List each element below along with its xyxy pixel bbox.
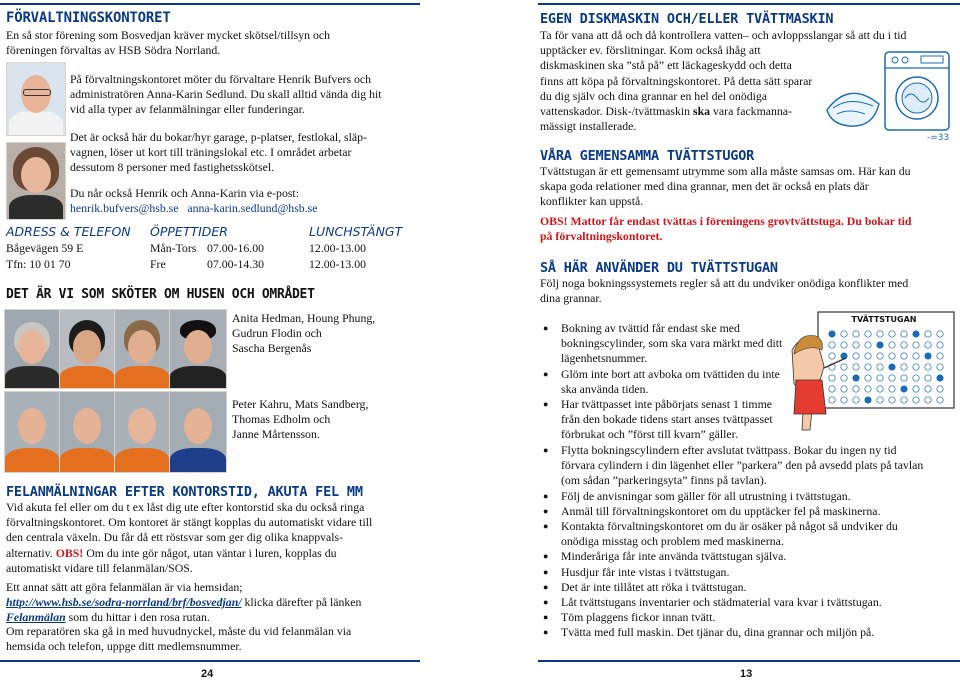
website-intro: Ett annat sätt att göra felanmälan är via hemsidan; <box>6 580 243 594</box>
usage-intro <box>540 276 908 306</box>
booking-slot <box>853 342 859 348</box>
website-instruction: klicka därefter på länken <box>244 595 362 610</box>
master-key-paragraph <box>6 624 351 654</box>
staff-photo <box>169 309 227 389</box>
rule-item: ● Låt tvättstugans inventarier och städmaterial vara kvar i tvättstugan. <box>540 595 958 610</box>
footer-right <box>538 660 960 686</box>
machine-line: Ta för vana att då och då kontrollera vatten– och avloppsslangar så att du i tid <box>540 28 907 42</box>
address-value: Bågevägen 59 E <box>6 241 84 255</box>
booking-slot <box>865 331 871 337</box>
names-line: Janne Mårtensson. <box>232 427 320 442</box>
laundry-line: Tvättstugan är ett gemensamt utrymme som alla måste samsas om. Här kan du <box>540 164 911 178</box>
laundry-heading: VÅRA GEMENSAMMA TVÄTTSTUGOR <box>540 148 755 164</box>
p2-line: Det är också här du bokar/hyr garage, p-platser, festlokal, släp- <box>70 130 367 144</box>
emphasis: ska <box>693 104 711 119</box>
booking-slot <box>889 331 895 337</box>
booking-slot <box>841 375 847 381</box>
booking-slot <box>853 386 859 392</box>
booking-board-illustration <box>784 310 958 442</box>
rule-item: ● Bokning av tvättid får endast ske med bokningscylinder, som ska vara märkt med ditt lägenhetsnummer. <box>540 321 790 367</box>
names-line: Gudrun Flodin och <box>232 326 322 341</box>
booking-slot <box>913 331 919 337</box>
intro-line: En så stor förening som Bosvedjan kräver mycket skötsel/tillsyn och <box>6 28 331 42</box>
warning-line: på förvaltningskontoret. <box>540 229 663 244</box>
booking-slot <box>889 386 895 392</box>
booking-slot <box>901 353 907 359</box>
footer-left <box>0 660 420 686</box>
staff-photo <box>114 391 170 473</box>
machine-line: vara fackmanna- <box>713 104 792 119</box>
booking-slot <box>853 364 859 370</box>
booking-slot <box>865 375 871 381</box>
key-line: Om reparatören ska gå in med huvudnyckel, måste du vid felanmälan via <box>6 624 352 638</box>
day-value: Fre <box>150 257 166 271</box>
page-left <box>0 0 420 686</box>
lunch-value: 12.00-13.00 <box>309 257 367 271</box>
website-instruction: som du hittar i den rosa rutan. <box>68 610 210 625</box>
warning-line: OBS! Mattor får endast tvättas i föreningens grovtvättstuga. Du bokar tid <box>540 214 912 228</box>
laundry-paragraph <box>540 164 911 210</box>
p1-line: På förvaltningskontoret möter du förvaltare Henrik Bufvers och <box>70 72 372 86</box>
booking-slot <box>913 342 919 348</box>
booking-slot <box>889 342 895 348</box>
washing-machine-illustration <box>823 48 959 142</box>
page-number-right: 13 <box>740 668 753 680</box>
col-header-opening: ÖPPETTIDER <box>150 224 228 239</box>
booking-slot <box>865 342 871 348</box>
usage-line: dina grannar. <box>540 291 602 306</box>
booking-slot <box>937 342 943 348</box>
fel-line: Vid akuta fel eller om du t ex låst dig ute efter kontorstid ska du också ringa <box>6 500 365 514</box>
booking-slot <box>829 331 835 337</box>
booking-slot <box>841 397 847 403</box>
website-link[interactable]: http://www.hsb.se/sodra-norrland/brf/bosvedjan/ <box>6 595 242 610</box>
booking-slot <box>853 397 859 403</box>
staff-photo <box>59 391 115 473</box>
booking-slot <box>865 386 871 392</box>
office-intro <box>6 28 330 58</box>
booking-slot <box>901 397 907 403</box>
group1-names <box>232 311 375 357</box>
lunch-value: 12.00-13.00 <box>309 241 367 255</box>
col-header-lunch: LUNCHSTÄNGT <box>309 224 403 239</box>
staff-heading: DET ÄR VI SOM SKÖTER OM HUSEN OCH OMRÅDET <box>6 287 315 302</box>
office-email-paragraph <box>70 186 317 216</box>
booking-slot <box>937 331 943 337</box>
booking-slot <box>853 353 859 359</box>
booking-board-title: TVÄTTSTUGAN <box>851 315 917 324</box>
rule-item: ● Det är inte tillåtet att röka i tvättstugan. <box>540 580 958 595</box>
machine-line: diskmaskinen ska ”stå på” ett läckageskydd och detta <box>540 58 792 73</box>
fel-line: automatiskt vidare till felanmälan/SOS. <box>6 560 193 575</box>
booking-slot <box>925 331 931 337</box>
booking-slot <box>853 375 859 381</box>
after-hours-heading: FELANMÄLNINGAR EFTER KONTORSTID, AKUTA FEL MM <box>6 484 363 500</box>
p1-line: administratören Anna-Karin Sedlund. Du skall alltid vända dig hit <box>70 87 382 102</box>
booking-slot <box>925 342 931 348</box>
p2-line: dessutom 8 personer med fastighetsskötsel. <box>70 160 275 175</box>
staff-photo <box>169 391 227 473</box>
rule-item: ● Töm plaggens fickor innan tvätt. <box>540 610 958 625</box>
booking-slot <box>937 397 943 403</box>
p2-line: vagnen, löser ut kort till träningslokal etc. I området arbetar <box>70 145 352 160</box>
rules-list-narrow <box>540 321 790 443</box>
booking-slot <box>913 364 919 370</box>
names-line: Thomas Edholm och <box>232 412 331 427</box>
fel-line: den centrala växeln. Du får då ett röstsvar som ger dig olika knappvals- <box>6 530 344 545</box>
booking-slot <box>841 342 847 348</box>
booking-slot <box>889 364 895 370</box>
email-link-anna-karin[interactable]: anna-karin.sedlund@hsb.se <box>187 201 318 216</box>
office-heading: FÖRVALTNINGSKONTORET <box>6 10 171 26</box>
booking-slot <box>925 386 931 392</box>
staff-photo <box>114 309 170 389</box>
booking-slot <box>937 386 943 392</box>
booking-slot <box>877 364 883 370</box>
staff-photo <box>4 309 60 389</box>
group2-names <box>232 397 368 443</box>
names-line: Sascha Bergenås <box>232 341 312 356</box>
key-line: hemsida och telefon, uppge ditt medlemsnummer. <box>6 639 242 654</box>
laundry-line: skapa goda relationer med dina grannar, men det är också en plats där <box>540 179 869 194</box>
machine-line: vattenskador. Disk-/tvättmaskin <box>540 104 691 119</box>
staff-photo <box>59 309 115 389</box>
after-hours-paragraph <box>6 500 372 576</box>
booking-slot <box>925 353 931 359</box>
booking-slot <box>841 364 847 370</box>
booking-slot <box>829 353 835 359</box>
email-link-henrik[interactable]: henrik.bufvers@hsb.se <box>70 201 179 216</box>
booking-slot <box>889 375 895 381</box>
booking-slot <box>901 375 907 381</box>
booking-slot <box>829 375 835 381</box>
fel-line: Om du inte gör något, utan väntar i luren, kopplas du <box>86 545 337 560</box>
usage-heading: SÅ HÄR ANVÄNDER DU TVÄTTSTUGAN <box>540 260 778 276</box>
page-right <box>538 0 960 686</box>
booking-slot <box>877 353 883 359</box>
booking-slot <box>937 375 943 381</box>
staff-photo <box>4 391 60 473</box>
booking-slot <box>901 342 907 348</box>
day-value: Mån-Tors <box>150 241 197 255</box>
booking-slot <box>889 397 895 403</box>
booking-slot <box>877 375 883 381</box>
names-line: Peter Kahru, Mats Sandberg, <box>232 397 369 411</box>
booking-slot <box>829 397 835 403</box>
intro-line: föreningen förvaltas av HSB Södra Norrland. <box>6 43 221 58</box>
booking-slot <box>913 353 919 359</box>
booking-slot <box>937 353 943 359</box>
booking-slot <box>865 364 871 370</box>
names-line: Anita Hedman, Houng Phung, <box>232 311 376 325</box>
booking-slot <box>877 386 883 392</box>
col-header-address: ADRESS & TELEFON <box>6 224 131 239</box>
machine-line: upptäcker ev. förslitningar. Kom också ihåg att <box>540 43 761 58</box>
booking-slot <box>913 397 919 403</box>
booking-slot <box>925 375 931 381</box>
booking-slot <box>841 331 847 337</box>
rule-item: ● Kontakta förvaltningskontoret om du är osäker på något så undviker du onödiga misstag och problem med maskinerna. <box>540 519 958 549</box>
svg-text:-=33: -=33 <box>927 133 950 142</box>
machine-line: finns att köpa på förvaltningskontoret. På detta sätt sparar <box>540 73 813 88</box>
rules-list-wide <box>540 443 958 641</box>
machine-line: du dig själv och dina grannar en hel del onödiga <box>540 88 768 103</box>
fel-line: alternativ. <box>6 545 53 560</box>
rule-item: ● Minderåriga får inte använda tvättstugan själva. <box>540 549 958 564</box>
hours-table <box>6 224 416 274</box>
phone-value: Tfn: 10 01 70 <box>6 257 71 271</box>
booking-slot <box>829 342 835 348</box>
booking-slot <box>829 386 835 392</box>
portrait-henrik <box>6 62 66 136</box>
fel-line: förvaltningskontoret. Om kontoret är stängt kopplas du automatiskt vidare till <box>6 515 373 530</box>
time-value: 07.00-14.30 <box>207 257 265 271</box>
booking-slot <box>877 397 883 403</box>
booking-slot <box>913 375 919 381</box>
rule-item: ● Anmäl till förvaltningskontoret om du upptäcker fel på maskinerna. <box>540 504 958 519</box>
booking-slot <box>865 353 871 359</box>
office-services-paragraph <box>70 130 367 176</box>
time-value: 07.00-16.00 <box>207 241 265 255</box>
office-staff-paragraph <box>70 72 382 118</box>
rule-item: ● Tvätta med full maskin. Det tjänar du, dina grannar och miljön på. <box>540 625 958 640</box>
booking-slot <box>913 386 919 392</box>
booking-slot <box>901 364 907 370</box>
website-paragraph <box>6 580 361 626</box>
rule-item: ● Flytta bokningscylindern efter avslutat tvättpass. Bokar du ingen ny tid förvara cylindern i din lägenhet eller ”parkera” den på avsedd plats på tavlan (om sådan ”parkeringsyta” finns på tavlan). <box>540 443 958 489</box>
page-number-left: 24 <box>201 668 214 680</box>
booking-slot <box>901 331 907 337</box>
booking-slot <box>877 342 883 348</box>
booking-slot <box>841 386 847 392</box>
booking-slot <box>937 364 943 370</box>
portrait-anna-karin <box>6 142 66 220</box>
booking-slot <box>853 331 859 337</box>
booking-slot <box>877 331 883 337</box>
booking-slot <box>889 353 895 359</box>
booking-slot <box>865 397 871 403</box>
rug-warning <box>540 214 912 244</box>
rule-item: ● Har tvättpasset inte påbörjats senast 1 timme från den bokade tidens start anses tvättpasset förbrukat och ”först till kvarn” gäller. <box>540 397 790 443</box>
email-intro: Du når också Henrik och Anna-Karin via e-post: <box>70 186 299 200</box>
rule-item: ● Husdjur får inte vistas i tvättstugan. <box>540 565 958 580</box>
obs-label: OBS! <box>55 545 84 560</box>
usage-line: Följ noga bokningssystemets regler så att du undviker onödiga konflikter med <box>540 276 909 290</box>
laundry-line: konflikter kan uppstå. <box>540 194 644 209</box>
booking-slot <box>901 386 907 392</box>
booking-slot <box>925 397 931 403</box>
rule-item: ● Följ de anvisningar som gäller för all utrustning i tvättstugan. <box>540 489 958 504</box>
machine-line: mässigt installerade. <box>540 119 637 134</box>
machine-heading: EGEN DISKMASKIN OCH/ELLER TVÄTTMASKIN <box>540 11 834 27</box>
booking-slot <box>925 364 931 370</box>
rule-item: ● Glöm inte bort att avboka om tvättiden du inte ska använda tiden. <box>540 367 790 397</box>
felanmalan-link[interactable]: Felanmälan <box>6 610 66 625</box>
p1-line: vid alla typer av felanmälningar eller funderingar. <box>70 102 305 117</box>
